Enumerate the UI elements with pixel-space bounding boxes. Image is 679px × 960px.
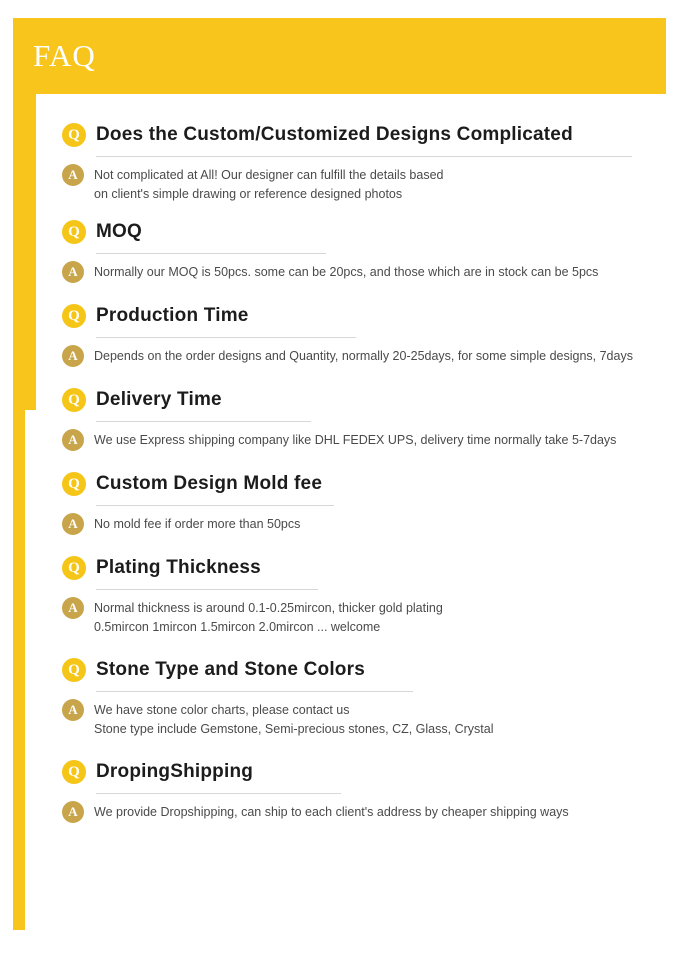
faq-answer-text [94, 429, 616, 450]
faq-answer-line-1: We provide Dropshipping, can ship to each client's address by cheaper shipping ways [94, 805, 569, 819]
faq-question-row [62, 217, 652, 247]
question-badge-icon: Q [62, 388, 86, 412]
faq-question-text: DropingShipping [96, 761, 254, 782]
header-banner [13, 18, 666, 94]
question-badge-icon: Q [62, 760, 86, 784]
faq-question-row [62, 469, 652, 499]
faq-divider [96, 589, 318, 590]
faq-answer-text [94, 597, 443, 637]
faq-question-text: Stone Type and Stone Colors [96, 659, 365, 680]
faq-answer-line-1: Normally our MOQ is 50pcs. some can be 20pcs, and those which are in stock can be 5pcs [94, 265, 599, 279]
faq-divider [96, 421, 311, 422]
faq-answer-text [94, 801, 569, 822]
faq-question-text: Production Time [96, 305, 249, 326]
faq-answer-row [62, 429, 652, 451]
faq-answer-line-2: Stone type include Gemstone, Semi-precious stones, CZ, Glass, Crystal [94, 722, 494, 736]
answer-badge-icon: A [62, 597, 84, 619]
faq-question-row [62, 655, 652, 685]
faq-answer-text [94, 164, 444, 204]
question-badge-icon: Q [62, 304, 86, 328]
faq-item [62, 469, 652, 535]
answer-badge-icon: A [62, 801, 84, 823]
faq-question-row [62, 301, 652, 331]
faq-answer-text [94, 513, 300, 534]
faq-answer-text [94, 699, 493, 739]
question-badge-icon: Q [62, 658, 86, 682]
faq-item [62, 553, 652, 637]
faq-answer-row [62, 597, 652, 637]
faq-question-text: Custom Design Mold fee [96, 473, 323, 494]
faq-item [62, 385, 652, 451]
left-accent-bar-lower [13, 410, 25, 930]
faq-divider [96, 505, 334, 506]
faq-answer-line-1: We have stone color charts, please contact us [94, 703, 350, 717]
faq-answer-row [62, 699, 652, 739]
faq-question-row [62, 553, 652, 583]
question-badge-icon: Q [62, 123, 86, 147]
faq-answer-row [62, 345, 652, 367]
faq-answer-line-1: Not complicated at All! Our designer can fulfill the details based [94, 168, 444, 182]
faq-answer-row [62, 164, 652, 204]
faq-list [62, 120, 652, 841]
left-accent-bar [13, 94, 36, 410]
faq-divider [96, 793, 341, 794]
faq-question-row [62, 385, 652, 415]
answer-badge-icon: A [62, 164, 84, 186]
question-badge-icon: Q [62, 472, 86, 496]
faq-answer-text [94, 345, 633, 366]
answer-badge-icon: A [62, 345, 84, 367]
answer-badge-icon: A [62, 261, 84, 283]
faq-answer-line-1: We use Express shipping company like DHL FEDEX UPS, delivery time normally take 5-7days [94, 433, 617, 447]
faq-answer-text [94, 261, 598, 282]
question-badge-icon: Q [62, 220, 86, 244]
faq-item [62, 217, 652, 283]
faq-answer-line-2: on client's simple drawing or reference designed photos [94, 187, 403, 201]
faq-answer-line-1: Depends on the order designs and Quantity, normally 20-25days, for some simple designs, 7days [94, 349, 633, 363]
faq-question-text: Plating Thickness [96, 557, 261, 578]
faq-answer-row [62, 261, 652, 283]
faq-question-text: Delivery Time [96, 389, 222, 410]
answer-badge-icon: A [62, 513, 84, 535]
faq-answer-line-1: No mold fee if order more than 50pcs [94, 517, 301, 531]
answer-badge-icon: A [62, 429, 84, 451]
answer-badge-icon: A [62, 699, 84, 721]
faq-divider [96, 337, 356, 338]
faq-question-row [62, 757, 652, 787]
faq-divider [96, 156, 632, 157]
question-badge-icon: Q [62, 556, 86, 580]
faq-item [62, 120, 652, 204]
faq-item [62, 757, 652, 823]
faq-answer-line-1: Normal thickness is around 0.1-0.25mircon, thicker gold plating [94, 601, 443, 615]
faq-answer-line-2: 0.5mircon 1mircon 1.5mircon 2.0mircon ... welcome [94, 620, 381, 634]
faq-answer-row [62, 801, 652, 823]
faq-divider [96, 691, 413, 692]
faq-divider [96, 253, 326, 254]
faq-question-row [62, 120, 652, 150]
faq-item [62, 655, 652, 739]
faq-item [62, 301, 652, 367]
page-title: FAQ [33, 38, 96, 73]
faq-answer-row [62, 513, 652, 535]
faq-question-text: Does the Custom/Customized Designs Complicated [96, 124, 573, 145]
faq-question-text: MOQ [96, 221, 142, 242]
